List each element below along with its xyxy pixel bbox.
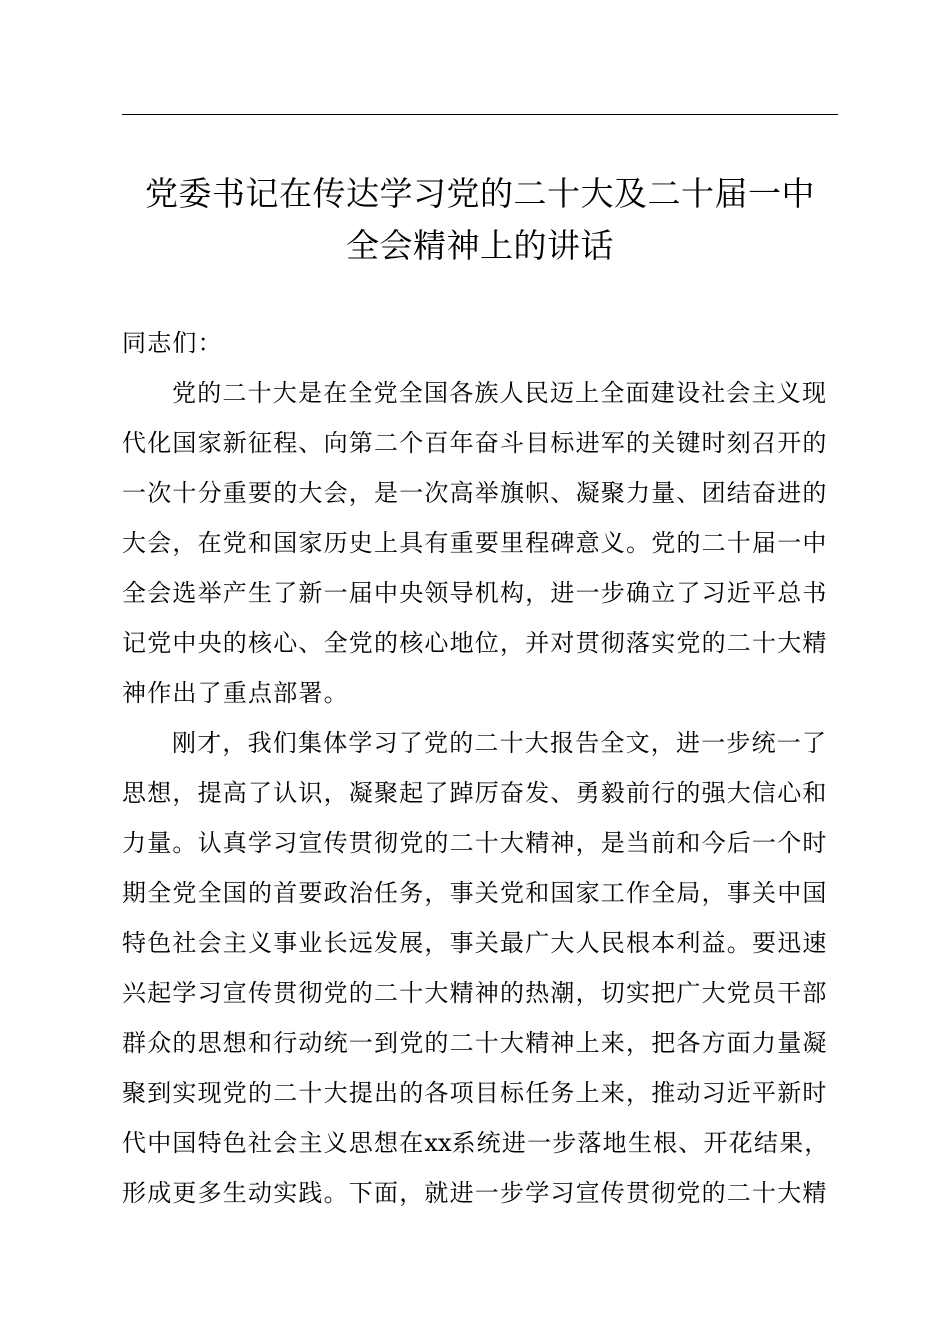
line-text: 代中国特色社会主义思想在 [122, 1129, 425, 1157]
paragraph-line: 记党中央的核心、全党的核心地位，并对贯彻落实党的二十大精 [122, 629, 828, 657]
paragraph-line: 刚才，我们集体学习了党的二十大报告全文，进一步统一了 [172, 729, 828, 757]
salutation: 同志们： [122, 329, 223, 357]
document-title [100, 168, 860, 272]
header-rule [122, 114, 838, 115]
line-text: 系统进一步落地生根、开花结果， [451, 1129, 830, 1157]
paragraph-line: 代化国家新征程、向第二个百年奋斗目标进军的关键时刻召开的 [122, 429, 828, 457]
paragraph-line: 全会选举产生了新一届中央领导机构，进一步确立了习近平总书 [122, 579, 828, 607]
paragraph-line: 党的二十大是在全党全国各族人民迈上全面建设社会主义现 [172, 379, 828, 407]
paragraph-line: 期全党全国的首要政治任务，事关党和国家工作全局，事关中国 [122, 879, 828, 907]
paragraph-line: 一次十分重要的大会，是一次高举旗帜、凝聚力量、团结奋进的 [122, 479, 828, 507]
paragraph-line: 兴起学习宣传贯彻党的二十大精神的热潮，切实把广大党员干部 [122, 979, 828, 1007]
paragraph-line: 力量。认真学习宣传贯彻党的二十大精神，是当前和今后一个时 [122, 829, 828, 857]
title-line: 党委书记在传达学习党的二十大及二十届一中 [145, 174, 815, 213]
paragraph-line: 聚到实现党的二十大提出的各项目标任务上来，推动习近平新时 [122, 1079, 828, 1107]
document-body [122, 318, 838, 1218]
paragraph-line: 形成更多生动实践。下面，就进一步学习宣传贯彻党的二十大精 [122, 1179, 828, 1207]
paragraph-line: 群众的思想和行动统一到党的二十大精神上来，把各方面力量凝 [122, 1029, 828, 1057]
title-line: 全会精神上的讲话 [346, 226, 614, 265]
line-text-latin: xx [424, 1129, 452, 1157]
paragraph-line: 神作出了重点部署。 [122, 679, 349, 707]
paragraph-line: 思想，提高了认识，凝聚起了踔厉奋发、勇毅前行的强大信心和 [122, 779, 828, 807]
paragraph-line: 特色社会主义事业长远发展，事关最广大人民根本利益。要迅速 [122, 929, 828, 957]
paragraph-line [122, 1118, 838, 1168]
paragraph-line: 大会，在党和国家历史上具有重要里程碑意义。党的二十届一中 [122, 529, 828, 557]
